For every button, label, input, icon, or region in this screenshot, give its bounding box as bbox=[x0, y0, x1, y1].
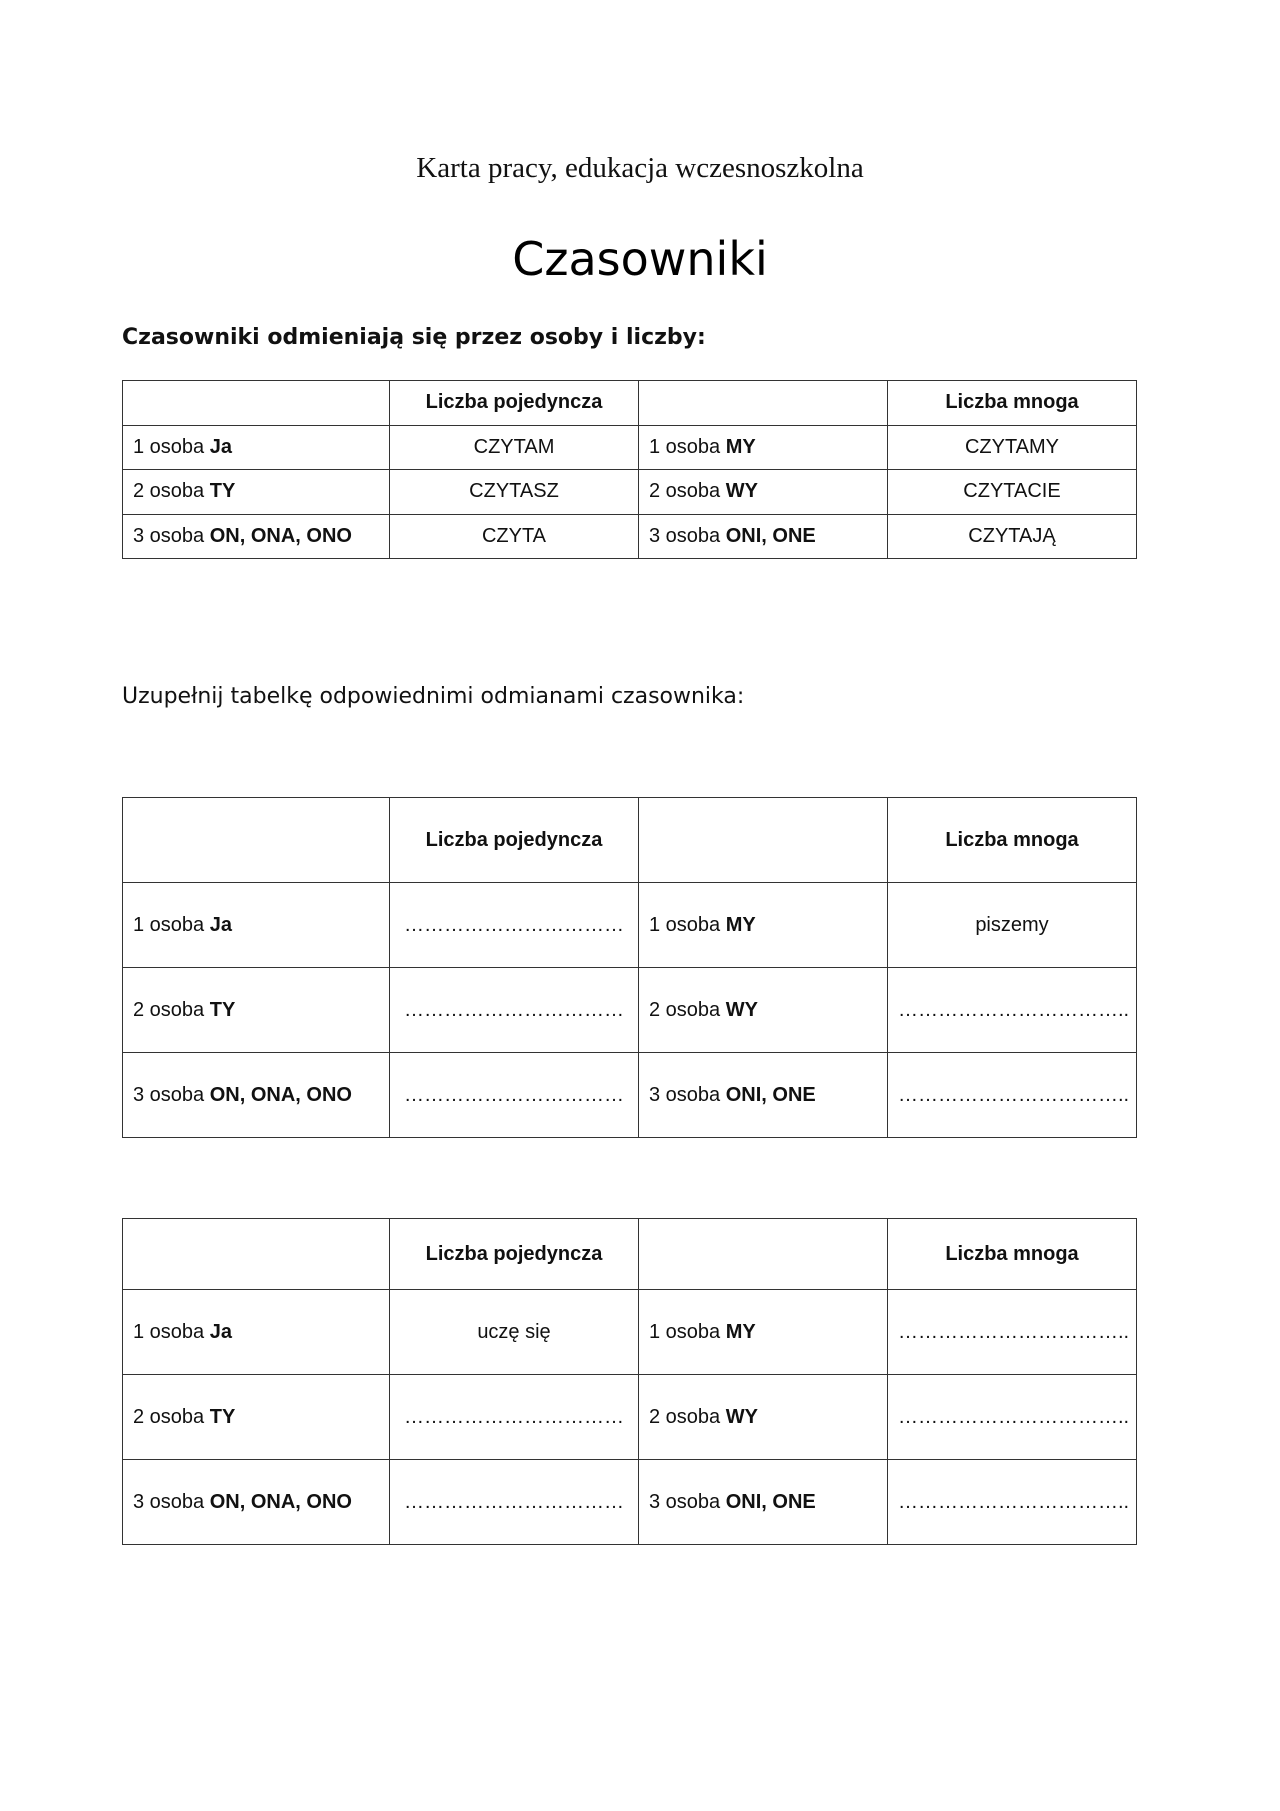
pronoun-label: ON, ONA, ONO bbox=[209, 1083, 352, 1106]
person-label: 2 osoba bbox=[133, 998, 205, 1021]
example-conjugation-table bbox=[122, 380, 1137, 559]
exercise-table-pisac bbox=[122, 797, 1137, 1138]
person-label: 2 osoba bbox=[649, 1405, 721, 1428]
pronoun-label: MY bbox=[725, 913, 756, 936]
table-row bbox=[123, 1053, 1137, 1138]
person-singular-cell bbox=[123, 1375, 390, 1460]
empty-header-cell bbox=[639, 381, 888, 426]
singular-answer-cell: …………………………… bbox=[390, 1375, 639, 1460]
pronoun-label: ONI, ONE bbox=[725, 1083, 816, 1106]
person-singular-cell bbox=[123, 1460, 390, 1545]
plural-form-cell: CZYTAMY bbox=[888, 425, 1137, 470]
person-label: 1 osoba bbox=[133, 913, 205, 936]
singular-form-cell: CZYTASZ bbox=[390, 470, 639, 515]
plural-header: Liczba mnoga bbox=[888, 798, 1137, 883]
pronoun-label: WY bbox=[725, 480, 758, 503]
person-singular-cell bbox=[123, 514, 390, 559]
singular-answer-cell: uczę się bbox=[390, 1290, 639, 1375]
plural-header: Liczba mnoga bbox=[888, 381, 1137, 426]
person-label: 3 osoba bbox=[649, 524, 721, 547]
person-label: 3 osoba bbox=[649, 1490, 721, 1513]
singular-header: Liczba pojedyncza bbox=[390, 798, 639, 883]
person-label: 1 osoba bbox=[133, 1320, 205, 1343]
person-label: 3 osoba bbox=[133, 524, 205, 547]
table-row bbox=[123, 425, 1137, 470]
pronoun-label: ONI, ONE bbox=[725, 524, 816, 547]
person-plural-cell bbox=[639, 514, 888, 559]
plural-answer-cell: …………………………….. bbox=[888, 1460, 1137, 1545]
person-label: 2 osoba bbox=[133, 480, 205, 503]
plural-header: Liczba mnoga bbox=[888, 1219, 1137, 1290]
pronoun-label: TY bbox=[209, 998, 236, 1021]
plural-form-cell: CZYTAJĄ bbox=[888, 514, 1137, 559]
person-label: 1 osoba bbox=[649, 913, 721, 936]
pronoun-label: TY bbox=[209, 1405, 236, 1428]
pronoun-label: Ja bbox=[209, 435, 232, 458]
singular-answer-cell: …………………………… bbox=[390, 1460, 639, 1545]
person-singular-cell bbox=[123, 883, 390, 968]
table-header-row bbox=[123, 798, 1137, 883]
singular-answer-cell: …………………………… bbox=[390, 1053, 639, 1138]
person-plural-cell bbox=[639, 470, 888, 515]
person-plural-cell bbox=[639, 1460, 888, 1545]
person-label: 3 osoba bbox=[649, 1083, 721, 1106]
person-plural-cell bbox=[639, 1375, 888, 1460]
page-title: Czasowniki bbox=[512, 232, 768, 286]
person-singular-cell bbox=[123, 968, 390, 1053]
empty-header-cell bbox=[639, 1219, 888, 1290]
person-label: 1 osoba bbox=[649, 435, 721, 458]
person-label: 1 osoba bbox=[133, 435, 205, 458]
person-singular-cell bbox=[123, 1053, 390, 1138]
table-row bbox=[123, 968, 1137, 1053]
pronoun-label: ON, ONA, ONO bbox=[209, 1490, 352, 1513]
empty-header-cell bbox=[123, 381, 390, 426]
person-label: 3 osoba bbox=[133, 1083, 205, 1106]
person-label: 2 osoba bbox=[133, 1405, 205, 1428]
pronoun-label: MY bbox=[725, 1320, 756, 1343]
person-label: 1 osoba bbox=[649, 1320, 721, 1343]
pronoun-label: TY bbox=[209, 480, 236, 503]
empty-header-cell bbox=[123, 1219, 390, 1290]
table-header-row bbox=[123, 381, 1137, 426]
pronoun-label: WY bbox=[725, 1405, 758, 1428]
person-label: 2 osoba bbox=[649, 480, 721, 503]
plural-form-cell: CZYTACIE bbox=[888, 470, 1137, 515]
table-header-row bbox=[123, 1219, 1137, 1290]
person-label: 3 osoba bbox=[133, 1490, 205, 1513]
pronoun-label: ONI, ONE bbox=[725, 1490, 816, 1513]
plural-answer-cell: …………………………….. bbox=[888, 1053, 1137, 1138]
pronoun-label: MY bbox=[725, 435, 756, 458]
exercise-table-uczyc-sie bbox=[122, 1218, 1137, 1545]
person-plural-cell bbox=[639, 425, 888, 470]
person-plural-cell bbox=[639, 1290, 888, 1375]
singular-form-cell: CZYTA bbox=[390, 514, 639, 559]
empty-header-cell bbox=[123, 798, 390, 883]
exercise-instruction: Uzupełnij tabelkę odpowiednimi odmianami czasownika: bbox=[122, 684, 745, 709]
person-plural-cell bbox=[639, 883, 888, 968]
table-row bbox=[123, 514, 1137, 559]
person-singular-cell bbox=[123, 470, 390, 515]
person-singular-cell bbox=[123, 425, 390, 470]
pronoun-label: WY bbox=[725, 998, 758, 1021]
singular-answer-cell: …………………………… bbox=[390, 883, 639, 968]
person-plural-cell bbox=[639, 968, 888, 1053]
person-label: 2 osoba bbox=[649, 998, 721, 1021]
plural-answer-cell: …………………………….. bbox=[888, 1290, 1137, 1375]
plural-answer-cell: piszemy bbox=[888, 883, 1137, 968]
table-row bbox=[123, 1460, 1137, 1545]
plural-answer-cell: …………………………….. bbox=[888, 968, 1137, 1053]
page-header: Karta pracy, edukacja wczesnoszkolna bbox=[416, 152, 864, 184]
table-row bbox=[123, 1375, 1137, 1460]
person-singular-cell bbox=[123, 1290, 390, 1375]
pronoun-label: Ja bbox=[209, 913, 232, 936]
singular-answer-cell: …………………………… bbox=[390, 968, 639, 1053]
singular-form-cell: CZYTAM bbox=[390, 425, 639, 470]
singular-header: Liczba pojedyncza bbox=[390, 381, 639, 426]
section-subtitle: Czasowniki odmieniają się przez osoby i liczby: bbox=[122, 325, 706, 350]
pronoun-label: Ja bbox=[209, 1320, 232, 1343]
singular-header: Liczba pojedyncza bbox=[390, 1219, 639, 1290]
plural-answer-cell: …………………………….. bbox=[888, 1375, 1137, 1460]
pronoun-label: ON, ONA, ONO bbox=[209, 524, 352, 547]
empty-header-cell bbox=[639, 798, 888, 883]
table-row bbox=[123, 883, 1137, 968]
table-row bbox=[123, 1290, 1137, 1375]
person-plural-cell bbox=[639, 1053, 888, 1138]
table-row bbox=[123, 470, 1137, 515]
